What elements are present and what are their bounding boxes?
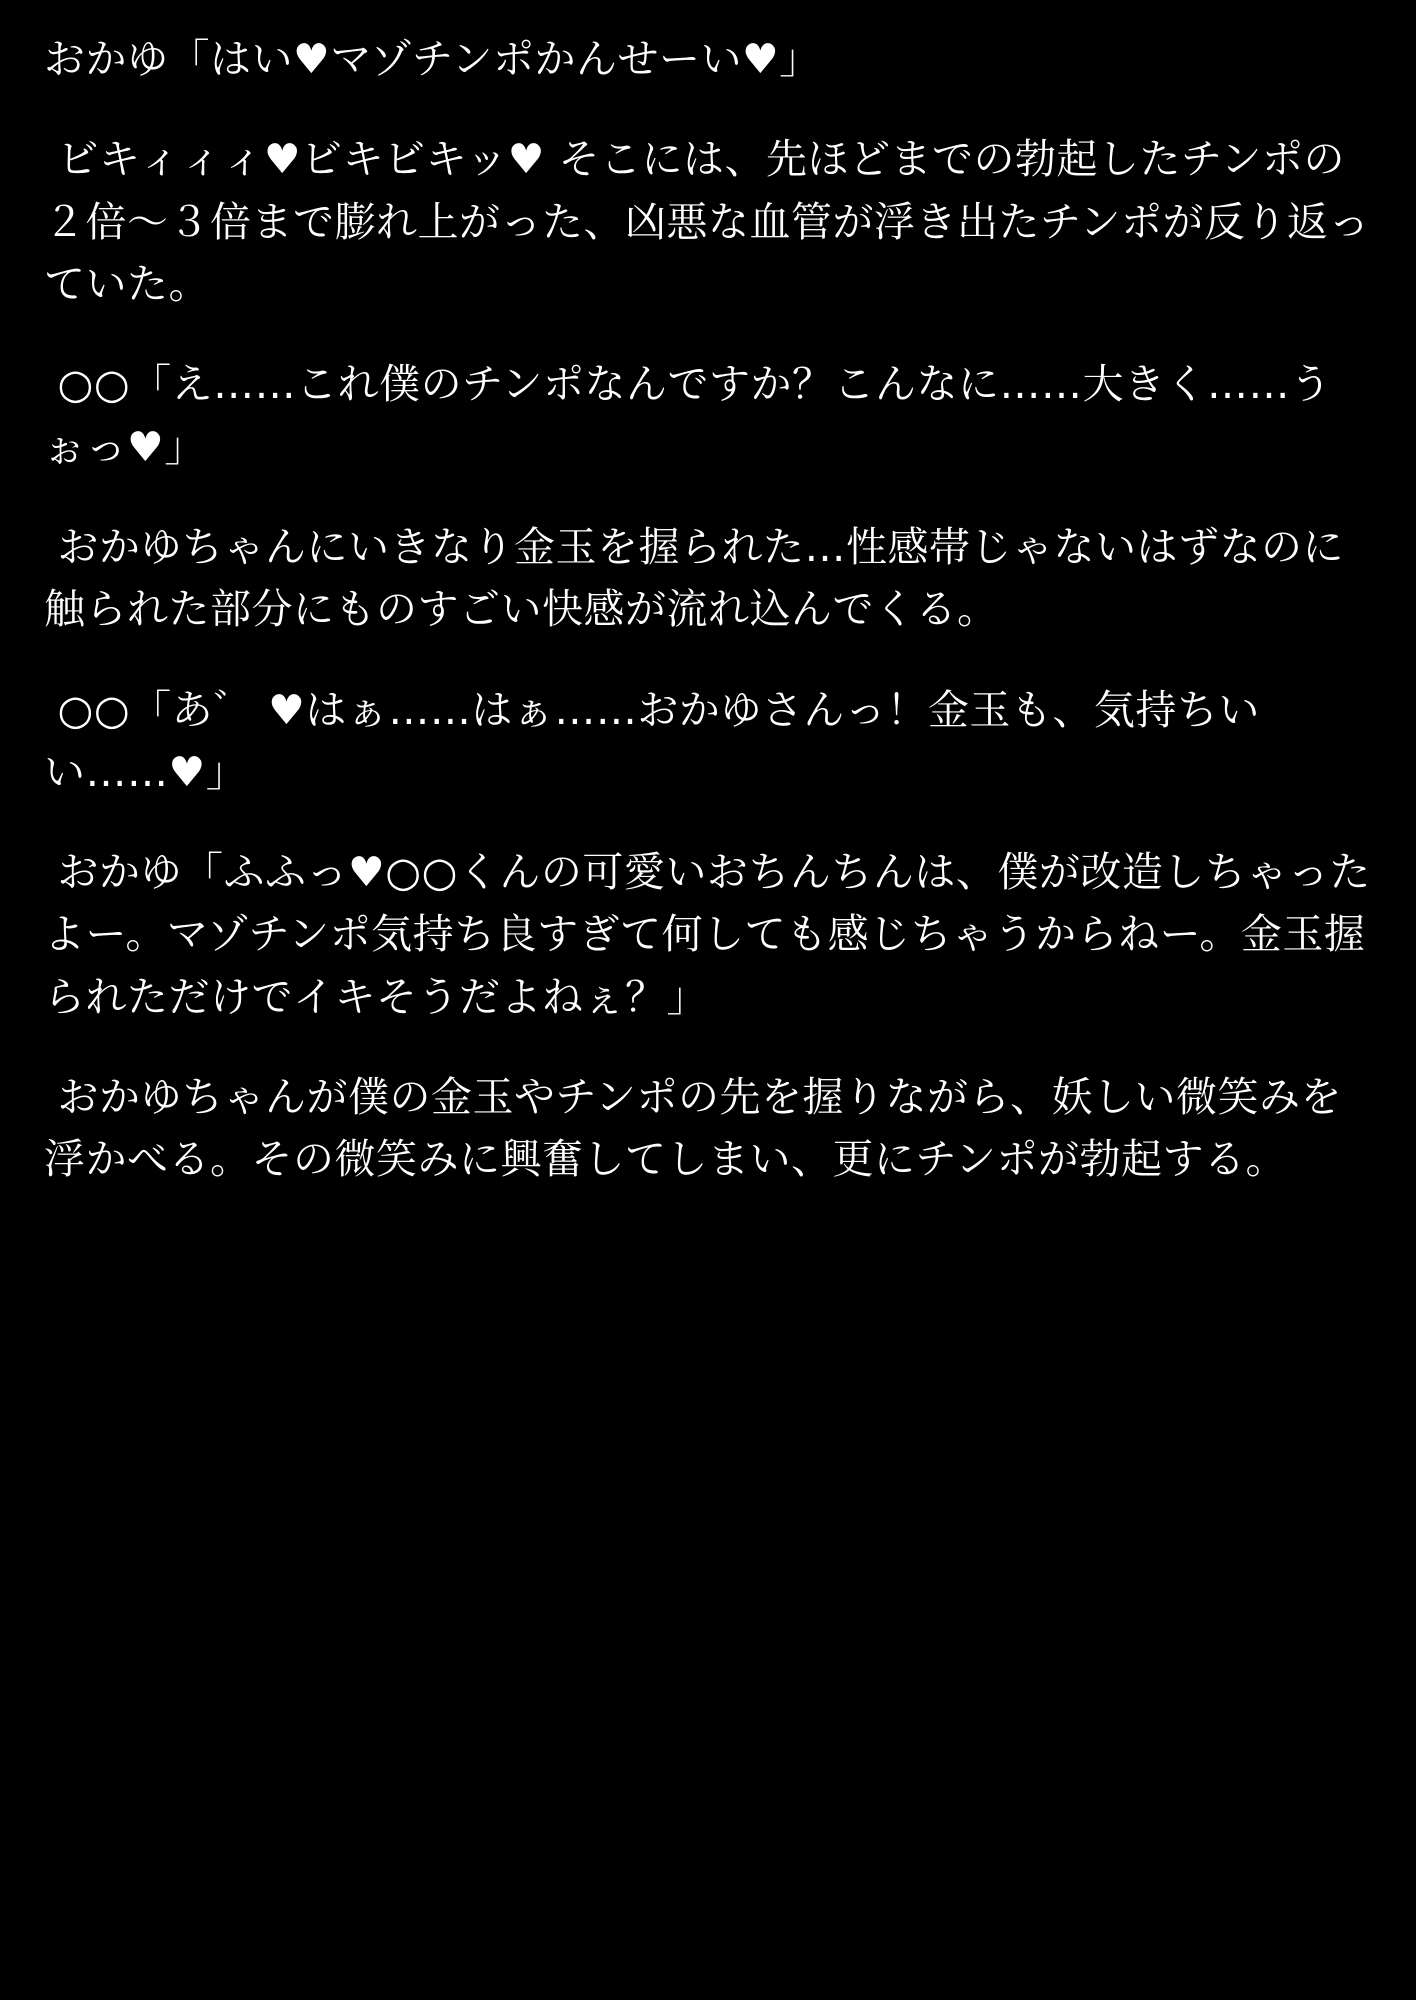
paragraph: ビキィィィ♥ビキビキッ♥ そこには、先ほどまでの勃起したチンポの２倍〜３倍まで膨れ上がった、凶悪な血管が浮き出たチンポが反り返っていた。 [44,135,1370,308]
paragraph: ○○「え……これ僕のチンポなんですか？こんなに……大きく……うぉっ♥」 [44,360,1332,471]
paragraph: おかゆちゃんにいきなり金玉を握られた…性感帯じゃないはずなのに触られた部分にものすごい快感が流れ込んでくる。 [44,522,1345,634]
paragraph: おかゆ「ふふっ♥○○くんの可愛いおちんちんは、僕が改造しちゃったよー。マゾチンポ気持ち良すぎて何しても感じちゃうからねー。金玉握られただけでイキそうだよねぇ？」 [44,848,1371,1021]
story-text-block [44,28,1372,1191]
paragraph: おかゆ「はい♥マゾチンポかんせーい♥」 [44,35,821,83]
paragraph: おかゆちゃんが僕の金玉やチンポの先を握りながら、妖しい微笑みを浮かべる。その微笑みに興奮してしまい、更にチンポが勃起する。 [44,1073,1342,1184]
paragraph: ○○「あ゛ ♥はぁ……はぁ……おかゆさんっ！金玉も、気持ちいい……♥」 [44,685,1260,796]
